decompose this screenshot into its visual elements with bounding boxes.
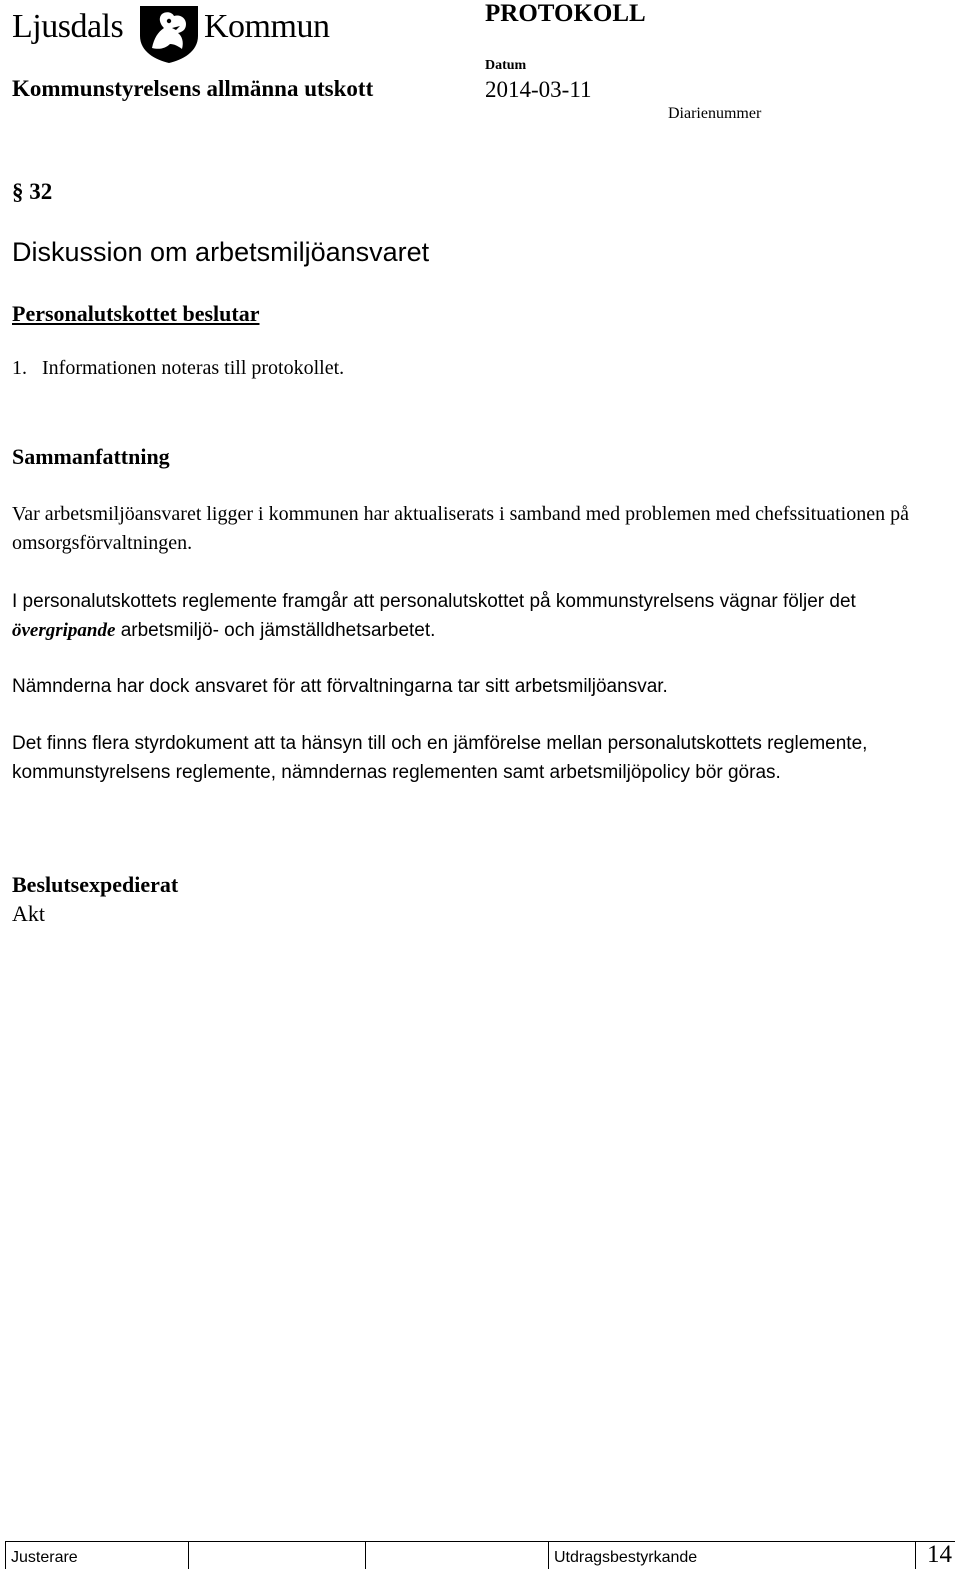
extract-certification-label: Utdragsbestyrkande (554, 1549, 698, 1566)
emphasized-word: övergripande (12, 620, 116, 641)
logo-text-left: Ljusdals (12, 8, 124, 45)
summary-heading: Sammanfattning (12, 444, 170, 469)
summary-paragraph: Det finns flera styrdokument att ta hänsyn till och en jämförelse mellan personalutskottets reglemente, kommunstyrelsens reglemente, nämndernas reglementen samt arbetsmiljöpolicy bör göras. (12, 733, 868, 783)
footer-rule (5, 1541, 955, 1542)
page-number: 14 (927, 1541, 952, 1568)
footer-divider (188, 1541, 189, 1569)
decision-heading: Personalutskottet beslutar (12, 301, 260, 326)
summary-paragraph: Nämnderna har dock ansvaret för att förvaltningarna tar sitt arbetsmiljöansvar. (12, 676, 668, 697)
decision-item: 1. Informationen noteras till protokollet. (12, 357, 345, 379)
footer-divider (365, 1541, 366, 1569)
signature-footer (5, 1541, 955, 1583)
footer-divider (5, 1541, 6, 1569)
registry-number-label: Diarienummer (668, 105, 762, 122)
dispatch-heading: Beslutsexpedierat (12, 872, 179, 897)
paragraph-number: § 32 (12, 179, 53, 204)
date-value: 2014-03-11 (485, 77, 592, 102)
footer-divider (548, 1541, 549, 1569)
adjusters-label: Justerare (11, 1549, 78, 1566)
item-title: Diskussion om arbetsmiljöansvaret (12, 237, 430, 267)
paragraph-text: I personalutskottets reglemente framgår att personalutskottet på kommunstyrelsens vägnar följer det (12, 591, 856, 612)
paragraph-text: arbetsmiljö- och jämställdhetsarbetet. (115, 620, 436, 641)
summary-paragraph: Var arbetsmiljöansvaret ligger i kommunen har aktualiserats i samband med problemen med chefssituationen på omsorgsförvaltningen. (12, 503, 909, 554)
document-type: PROTOKOLL (485, 0, 646, 27)
coat-of-arms-icon (136, 2, 202, 64)
summary-paragraph (12, 587, 942, 645)
footer-divider (915, 1541, 916, 1569)
municipality-logo (12, 2, 342, 64)
date-label: Datum (485, 58, 527, 73)
committee-name: Kommunstyrelsens allmänna utskott (12, 76, 374, 101)
dispatch-value: Akt (12, 901, 45, 926)
logo-text-right: Kommun (204, 8, 330, 45)
